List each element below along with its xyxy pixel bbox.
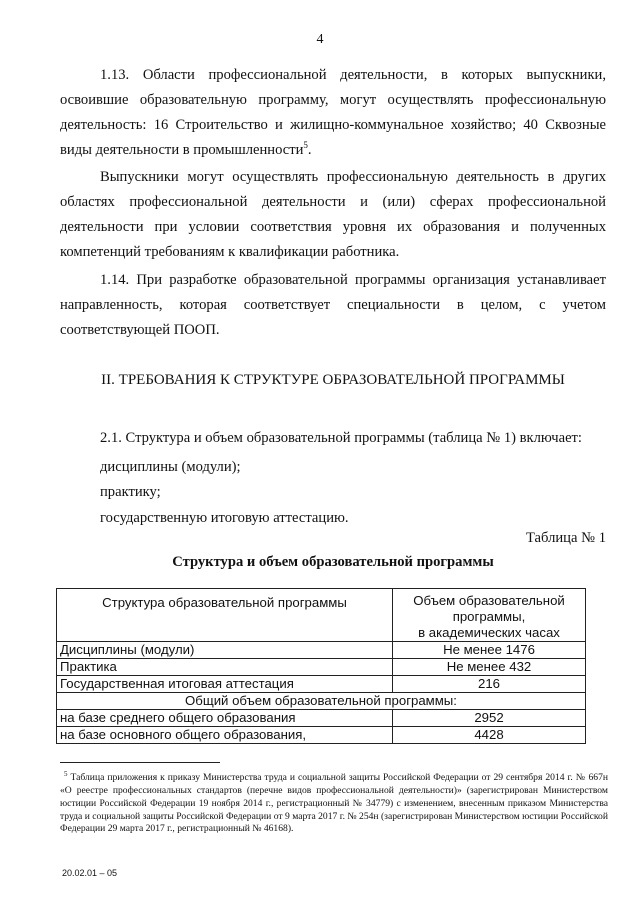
paragraph-1-14: 1.14. При разработке образовательной программы организация устанавливает направленность, которая соответствует специальности в целом, с учетом соответствующей ПООП. — [60, 272, 606, 338]
table-row — [57, 676, 586, 693]
row-value: 4428 — [393, 727, 586, 744]
table-title: Структура и объем образовательной программы — [172, 554, 494, 570]
row-value: Не менее 432 — [393, 659, 586, 676]
footnote-mark: 5 — [64, 770, 68, 778]
paragraph-1-13 — [60, 63, 606, 163]
table-label: Таблица № 1 — [526, 530, 606, 546]
paragraph-1-13-end: . — [307, 142, 312, 158]
list-item-disciplines: дисциплины (модули); — [100, 459, 241, 475]
total-label: Общий объем образовательной программы: — [57, 693, 586, 710]
footnote-divider — [60, 762, 220, 763]
footnote-text: Таблица приложения к приказу Министерства труда и социальной защиты Российской Федерации от 29 сентября 2014 г. № 667н «О реестре профессиональных стандартов (перечне видов профессиональной деятельности)» (зарегистрирован Министерством юстиции Российской Федерации 19 ноября 2014 г., регистрационный № 34779) с изменением, внесенным приказом Министерства труда и социальной защиты Российской Федерации от 9 марта 2017 г. № 254н (зарегистрирован Министерством юстиции Российской Федерации 29 марта 2017 г., регистрационный № 46168). — [60, 772, 608, 835]
document-code: 20.02.01 – 05 — [62, 868, 118, 878]
row-label: Государственная итоговая аттестация — [57, 676, 393, 693]
table-row — [57, 642, 586, 659]
header-volume-line3: в академических часах — [418, 625, 560, 640]
header-structure: Структура образовательной программы — [57, 589, 393, 642]
footnote-reference[interactable]: 5 — [303, 140, 308, 151]
header-volume-line1: Объем образовательной — [413, 593, 565, 608]
structure-table — [56, 588, 586, 744]
section-heading: II. ТРЕБОВАНИЯ К СТРУКТУРЕ ОБРАЗОВАТЕЛЬНОЙ ПРОГРАММЫ — [101, 372, 565, 388]
header-volume — [393, 589, 586, 642]
table-row — [57, 727, 586, 744]
item-intro: 2.1. Структура и объем образовательной программы (таблица № 1) включает: — [100, 430, 582, 446]
page-number: 4 — [316, 32, 324, 47]
table-row — [57, 659, 586, 676]
table-row — [57, 710, 586, 727]
row-value: 216 — [393, 676, 586, 693]
list-item-attestation: государственную итоговую аттестацию. — [100, 510, 349, 526]
table-total-row — [57, 693, 586, 710]
footnote — [60, 768, 608, 836]
header-volume-line2: программы, — [452, 609, 526, 624]
row-label: на базе среднего общего образования — [57, 710, 393, 727]
list-item-practice: практику; — [100, 484, 161, 500]
row-value: 2952 — [393, 710, 586, 727]
paragraph-graduates: Выпускники могут осуществлять профессиональную деятельность в других областях профессиональной деятельности и (или) сферах профессиональной деятельности при условии соответствия уровня их образования и полученных компетенций требованиям к квалификации работника. — [60, 169, 606, 260]
row-value: Не менее 1476 — [393, 642, 586, 659]
row-label: Практика — [57, 659, 393, 676]
row-label: на базе основного общего образования, — [57, 727, 393, 744]
table-header-row — [57, 589, 586, 642]
paragraph-1-13-text: 1.13. Области профессиональной деятельности, в которых выпускники, освоившие образовательную программу, могут осуществлять профессиональную деятельность: 16 Строительство и жилищно-коммунальное хозяйство; 40 Сквозные виды деятельности в промышленности — [60, 67, 606, 158]
row-label: Дисциплины (модули) — [57, 642, 393, 659]
